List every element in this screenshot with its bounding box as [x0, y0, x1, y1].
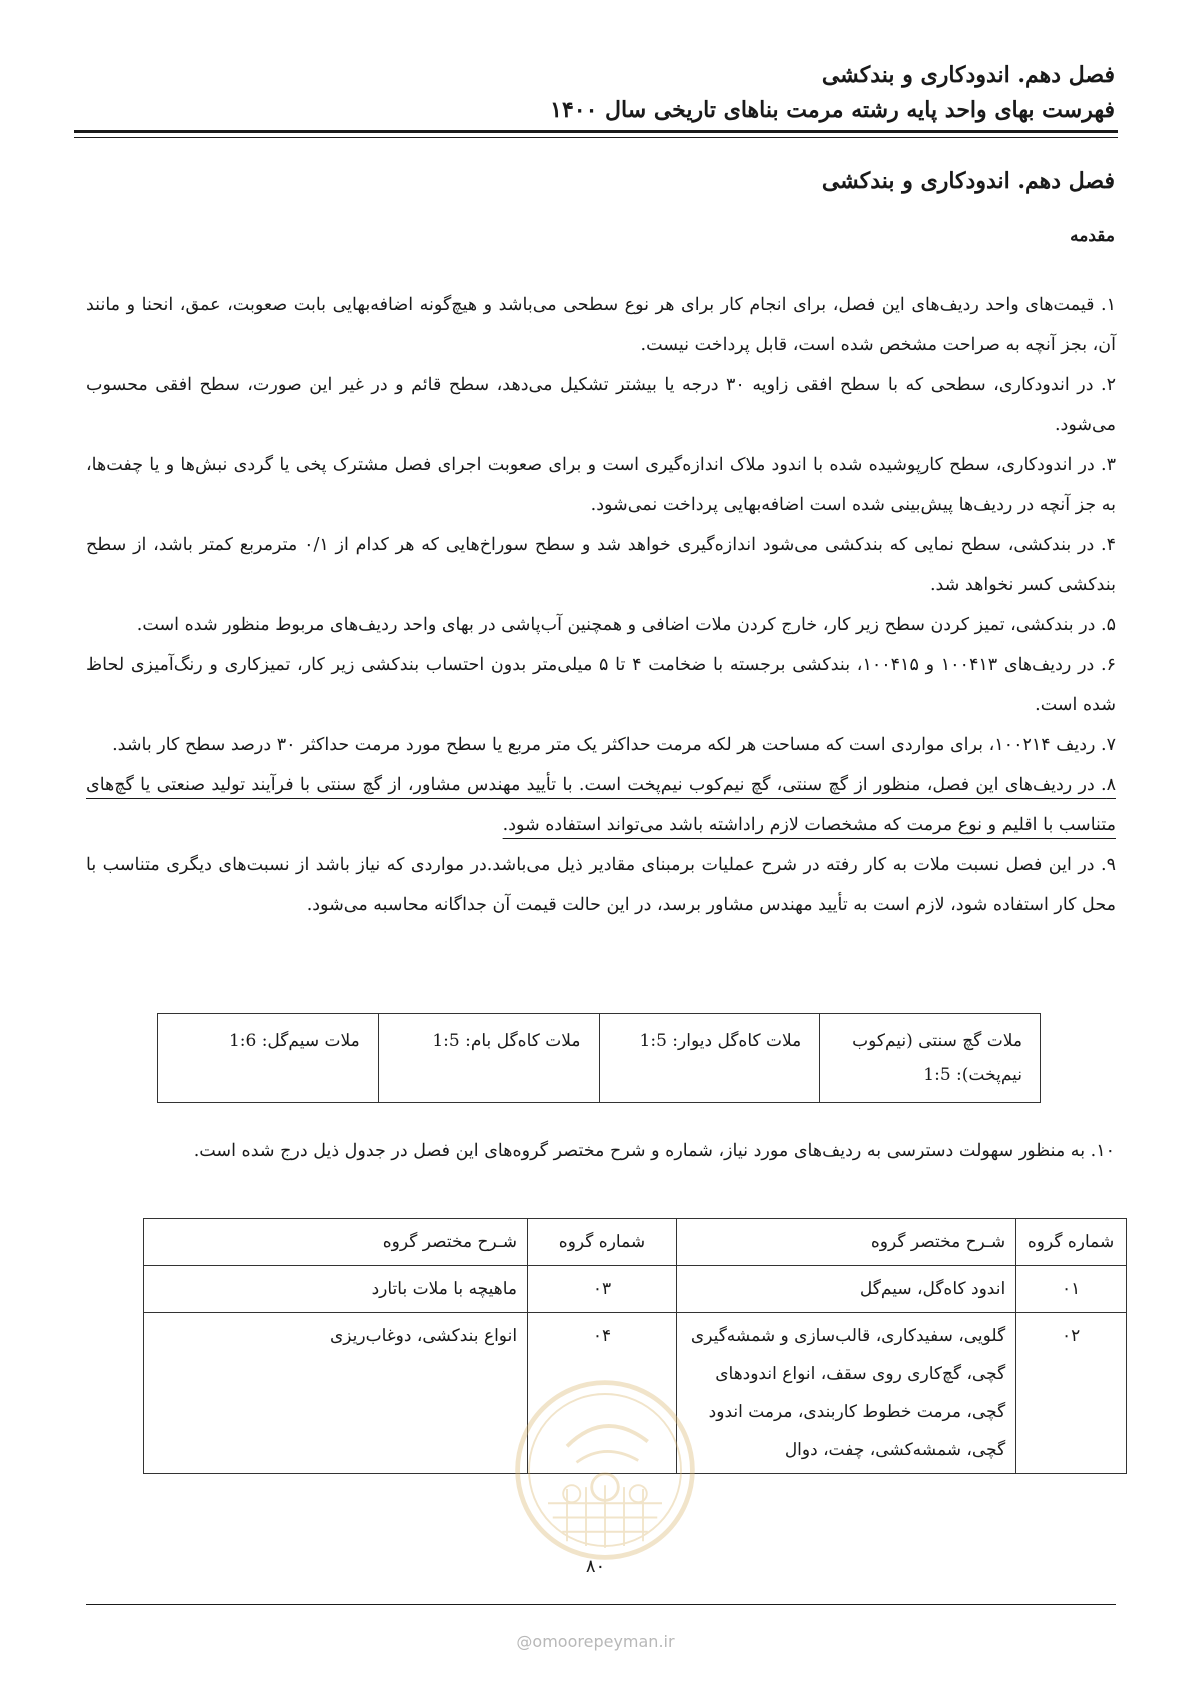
paragraph-9: ۹. در این فصل نسبت ملات به کار رفته در شرح عملیات برمبنای مقادیر ذیل می‌باشد.در مواردی که نیاز باشد از نسبت‌های دیگری متناسب با محل کار استفاده شود، لازم است به تأیید مهندس مشاور برسد، در این حالت قیمت آن جداگانه محاسبه می‌شود.: [86, 855, 1116, 915]
paragraph-10: ۱۰. به منظور سهولت دسترسی به ردیف‌های مورد نیاز، شماره و شرح مختصر گروه‌های این فصل در جدول ذیل درج شده است.: [193, 1141, 1115, 1161]
section-title: مقدمه: [1070, 226, 1115, 246]
header-divider-thick: [74, 130, 1118, 133]
running-header-title: فهرست بهای واحد پایه رشته مرمت بناهای تاریخی سال ۱۴۰۰: [550, 97, 1115, 123]
group-description-cell: انواع بندکشی، دوغاب‌ریزی: [144, 1313, 528, 1474]
group-number-cell: ۰۳: [528, 1266, 677, 1313]
group-number-cell: ۰۴: [528, 1313, 677, 1474]
paragraph-4: ۴. در بندکشی، سطح نمایی که بندکشی می‌شود اندازه‌گیری خواهد شد و سطح سوراخ‌هایی که هر کدام از ۰/۱ مترمربع کمتر باشد، از سطح بندکشی کسر نخواهد شد.: [86, 535, 1116, 595]
paragraph-1: ۱. قیمت‌های واحد ردیف‌های این فصل، برای انجام کار برای هر نوع سطحی می‌باشد و هیچ‌گونه اضافه‌بهایی بابت صعوبت، عمق، انحنا و مانند آن، بجز آنچه به صراحت مشخص شده است، قابل پرداخت نیست.: [86, 295, 1116, 355]
paragraph-5: ۵. در بندکشی، تمیز کردن سطح زیر کار، خارج کردن ملات اضافی و همچنین آب‌پاشی در بهای واحد ردیف‌های مربوط منظور شده است.: [136, 615, 1116, 635]
paragraph-3: ۳. در اندودکاری، سطح کارپوشیده شده با اندود ملاک اندازه‌گیری است و برای صعوبت اجرای فصل مشترک پخی یا گردی نبش‌ها و یا چفت‌ها، به جز آنچه در ردیف‌ها پیش‌بینی شده است اضافه‌بهایی پرداخت نمی‌شود.: [86, 455, 1116, 515]
column-header-group-description: شـرح مختصر گروه: [144, 1219, 528, 1266]
watermark-logo-icon: [510, 1375, 700, 1565]
footer-divider: [86, 1604, 1116, 1605]
table-row: [144, 1266, 1127, 1313]
ratio-cell-kahgel-roof: ملات کاه‌گل بام: 1:5: [378, 1014, 599, 1103]
ratio-cell-gypsum: ملات گچ سنتی (نیم‌کوب نیم‌پخت): 1:5: [820, 1014, 1041, 1103]
ratio-cell-kahgel-wall: ملات کاه‌گل دیوار: 1:5: [599, 1014, 820, 1103]
chapter-title: فصل دهم. اندودکاری و بندکشی: [821, 168, 1115, 194]
header-divider-thin: [74, 137, 1118, 138]
intro-paragraphs: [86, 285, 1116, 925]
column-header-group-description: شـرح مختصر گروه: [676, 1219, 1015, 1266]
running-header-chapter: فصل دهم. اندودکاری و بندکشی: [821, 62, 1115, 88]
group-description-cell: اندود کاه‌گل، سیم‌گل: [676, 1266, 1015, 1313]
page-number: ۸۰: [585, 1556, 606, 1577]
table-header-row: [144, 1219, 1127, 1266]
ratio-cell-simgel: ملات سیم‌گل: 1:6: [158, 1014, 379, 1103]
group-number-cell: ۰۲: [1016, 1313, 1127, 1474]
column-header-group-number: شماره گروه: [528, 1219, 677, 1266]
group-description-cell: ماهیچه با ملات باتارد: [144, 1266, 528, 1313]
group-number-cell: ۰۱: [1016, 1266, 1127, 1313]
website-watermark: @omoorepeyman.ir: [516, 1632, 675, 1651]
paragraph-7: ۷. ردیف ۱۰۰۲۱۴، برای مواردی است که مساحت هر لکه مرمت حداکثر یک متر مربع یا سطح مورد مرمت حداکثر ۳۰ درصد سطح کار باشد.: [112, 735, 1116, 755]
mortar-ratio-table: [157, 1013, 1041, 1103]
group-description-cell: گلویی، سفیدکاری، قالب‌سازی و شمشه‌گیری گچی، گچ‌کاری روی سقف، انواع اندودهای گچی، مرمت خطوط کاربندی، مرمت اندود گچی، شمشه‌کشی، چفت، دوال: [676, 1313, 1015, 1474]
table-row: [158, 1014, 1041, 1103]
paragraph-2: ۲. در اندودکاری، سطحی که با سطح افقی زاویه ۳۰ درجه یا بیشتر تشکیل می‌دهد، سطح قائم و در غیر این صورت، سطح افقی محسوب می‌شود.: [86, 375, 1117, 435]
paragraph-8: ۸. در ردیف‌های این فصل، منظور از گچ سنتی، گچ نیم‌کوب نیم‌پخت است. با تأیید مهندس مشاور، از گچ سنتی با فرآیند تولید صنعتی یا گچ‌های متناسب با اقلیم و نوع مرمت که مشخصات لازم راداشته باشد می‌تواند استفاده شود.: [86, 775, 1116, 835]
column-header-group-number: شماره گروه: [1016, 1219, 1127, 1266]
paragraph-6: ۶. در ردیف‌های ۱۰۰۴۱۳ و ۱۰۰۴۱۵، بندکشی برجسته با ضخامت ۴ تا ۵ میلی‌متر بدون احتساب بندکشی زیر کار، تمیزکاری و رنگ‌آمیزی لحاظ شده است.: [86, 655, 1117, 715]
